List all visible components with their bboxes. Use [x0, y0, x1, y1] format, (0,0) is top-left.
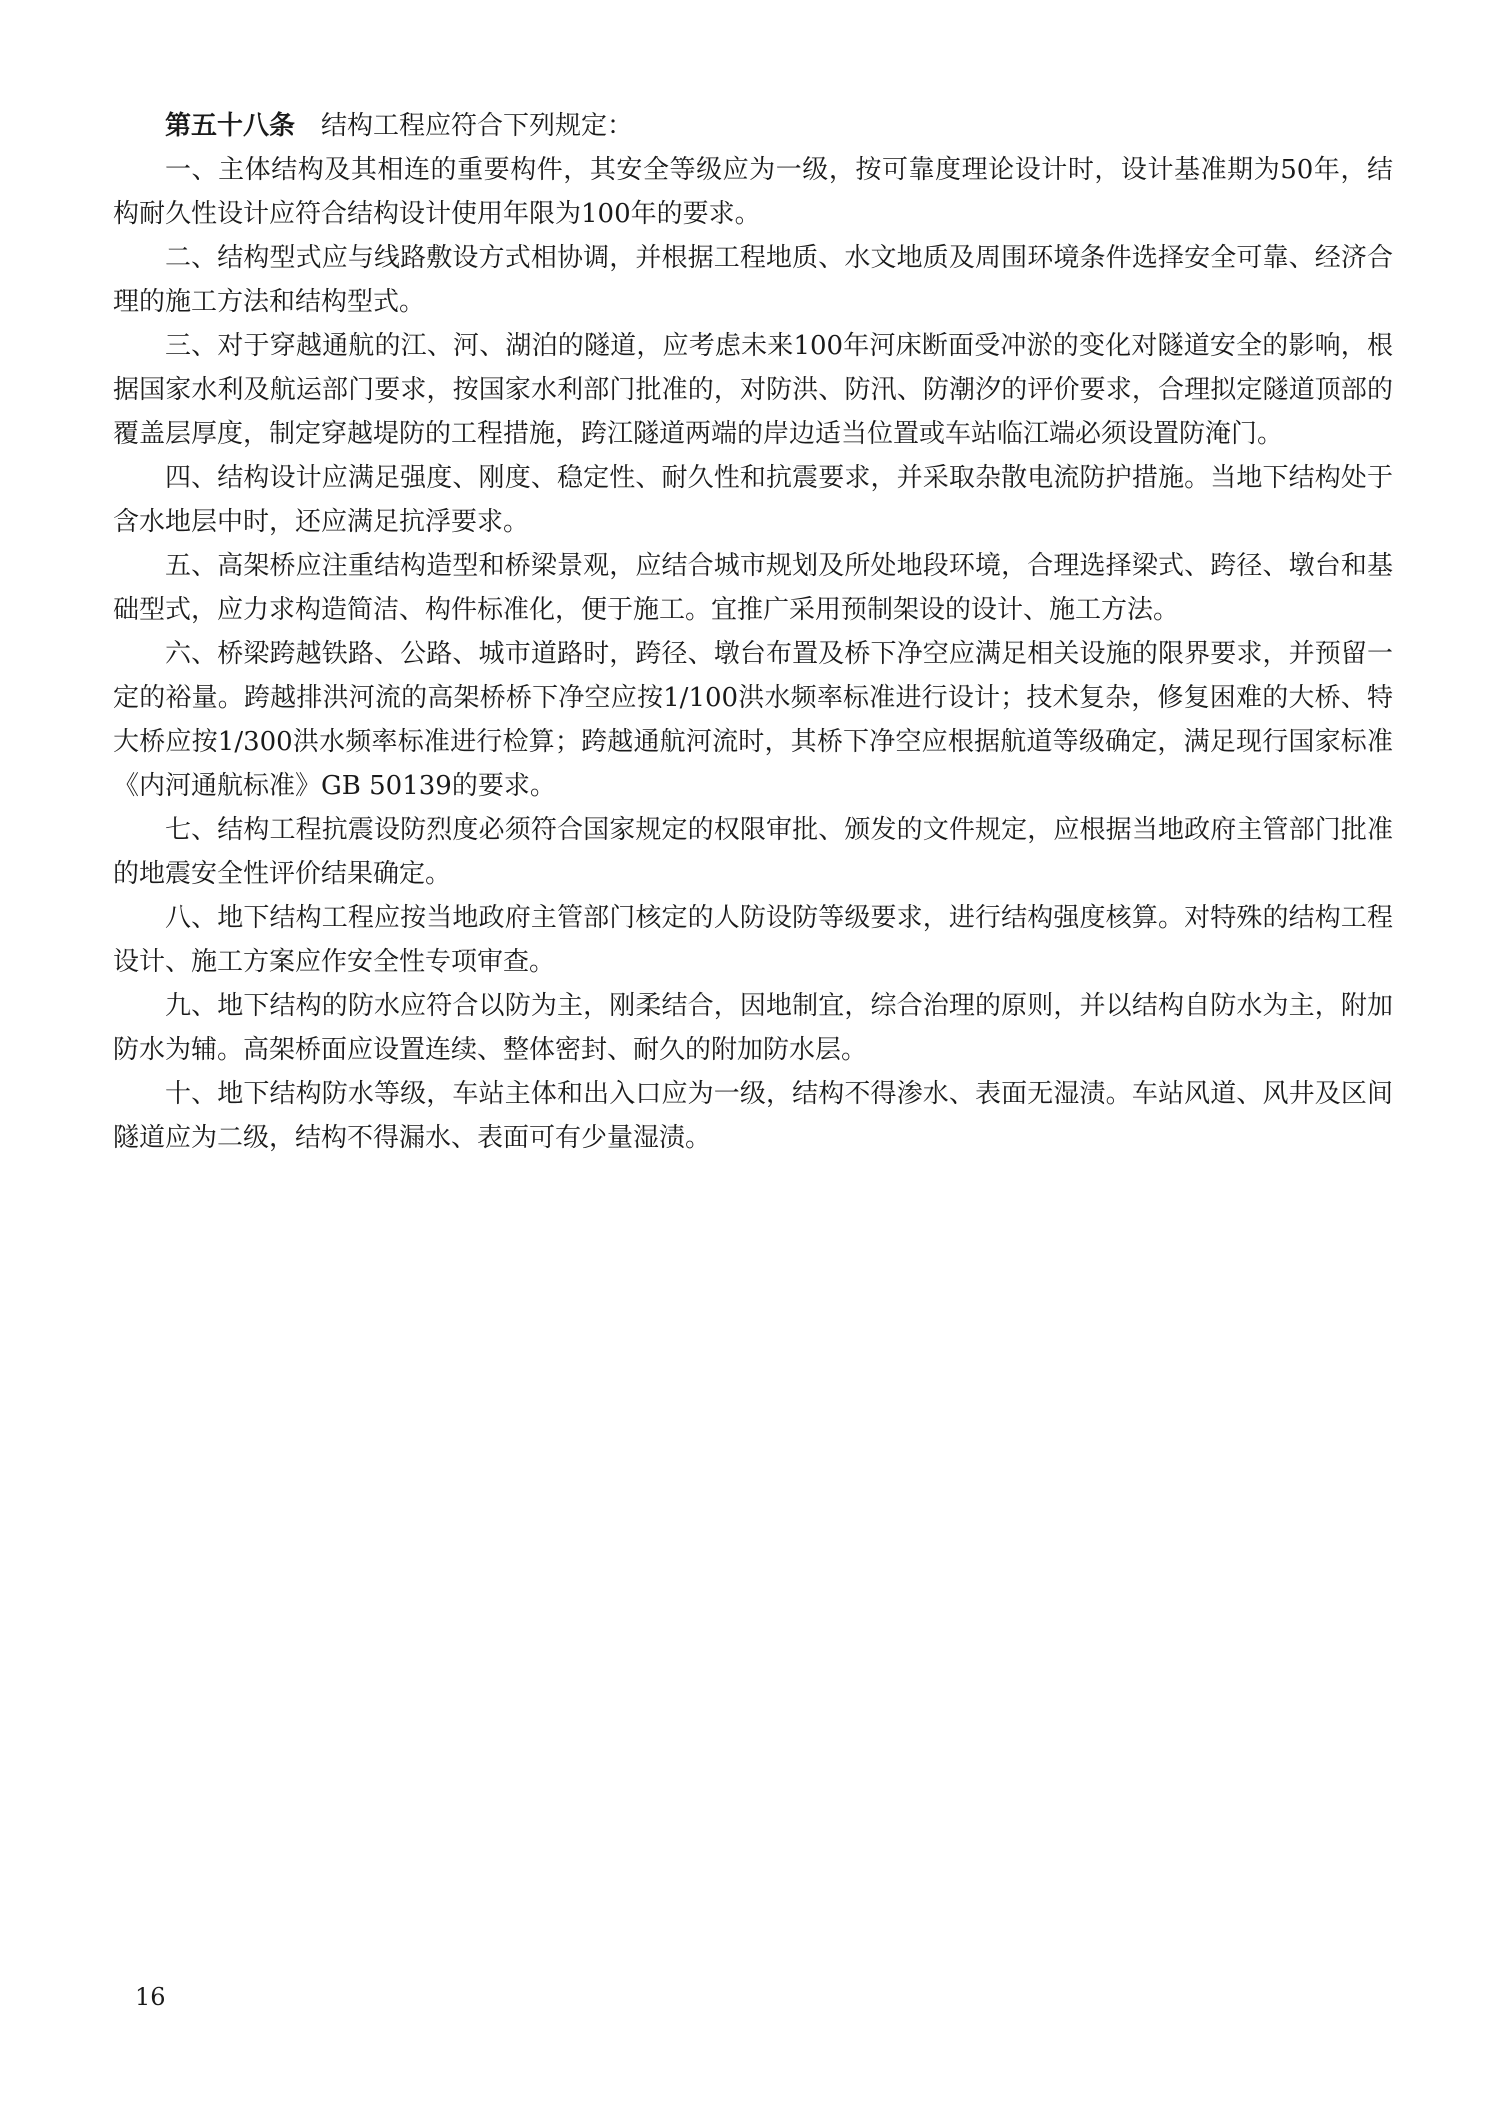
article-heading [113, 104, 1393, 148]
clause-5: 五、高架桥应注重结构造型和桥梁景观，应结合城市规划及所处地段环境，合理选择梁式、跨径、墩台和基础型式，应力求构造简洁、构件标准化，便于施工。宜推广采用预制架设的设计、施工方法。 [113, 551, 1393, 625]
page-number: 16 [135, 1983, 166, 2011]
clause-4: 四、结构设计应满足强度、刚度、稳定性、耐久性和抗震要求，并采取杂散电流防护措施。当地下结构处于含水地层中时，还应满足抗浮要求。 [113, 463, 1393, 537]
clause-1: 一、主体结构及其相连的重要构件，其安全等级应为一级，按可靠度理论设计时，设计基准期为50年，结构耐久性设计应符合结构设计使用年限为100年的要求。 [113, 155, 1393, 229]
clause-3: 三、对于穿越通航的江、河、湖泊的隧道，应考虑未来100年河床断面受冲淤的变化对隧道安全的影响，根据国家水利及航运部门要求，按国家水利部门批准的，对防洪、防汛、防潮汐的评价要求，合理拟定隧道顶部的覆盖层厚度，制定穿越堤防的工程措施，跨江隧道两端的岸边适当位置或车站临江端必须设置防淹门。 [113, 331, 1393, 449]
clause-2: 二、结构型式应与线路敷设方式相协调，并根据工程地质、水文地质及周围环境条件选择安全可靠、经济合理的施工方法和结构型式。 [113, 243, 1393, 317]
clause-7: 七、结构工程抗震设防烈度必须符合国家规定的权限审批、颁发的文件规定，应根据当地政府主管部门批准的地震安全性评价结果确定。 [113, 815, 1393, 889]
article-heading-text: 结构工程应符合下列规定： [321, 111, 634, 141]
clause-8: 八、地下结构工程应按当地政府主管部门核定的人防设防等级要求，进行结构强度核算。对特殊的结构工程设计、施工方案应作安全性专项审查。 [113, 903, 1393, 977]
clause-9: 九、地下结构的防水应符合以防为主，刚柔结合，因地制宜，综合治理的原则，并以结构自防水为主，附加防水为辅。高架桥面应设置连续、整体密封、耐久的附加防水层。 [113, 991, 1393, 1065]
clause-6: 六、桥梁跨越铁路、公路、城市道路时，跨径、墩台布置及桥下净空应满足相关设施的限界要求，并预留一定的裕量。跨越排洪河流的高架桥桥下净空应按1/100洪水频率标准进行设计；技术复杂，修复困难的大桥、特大桥应按1/300洪水频率标准进行检算；跨越通航河流时，其桥下净空应根据航道等级确定，满足现行国家标准《内河通航标准》GB 50139的要求。 [113, 639, 1393, 801]
document-body [113, 104, 1393, 1160]
clause-10: 十、地下结构防水等级，车站主体和出入口应为一级，结构不得渗水、表面无湿渍。车站风道、风井及区间隧道应为二级，结构不得漏水、表面可有少量湿渍。 [113, 1079, 1393, 1153]
article-number: 第五十八条 [165, 111, 296, 141]
